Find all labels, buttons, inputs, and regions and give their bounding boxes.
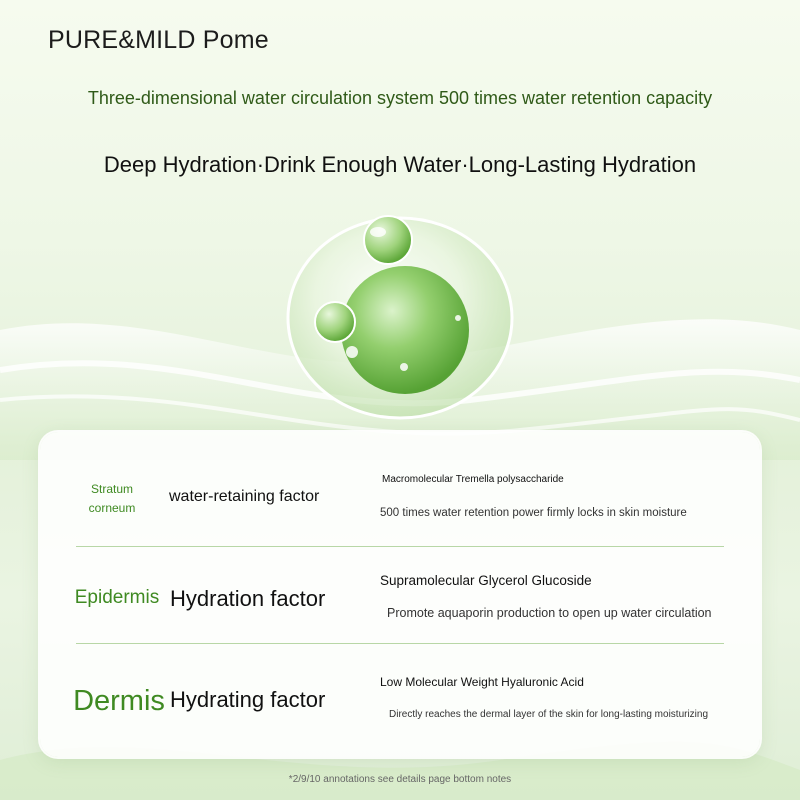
ingredient-description: Directly reaches the dermal layer of the skin for long-lasting moisturizing <box>389 709 709 720</box>
ingredient-name: Supramolecular Glycerol Glucoside <box>380 573 592 588</box>
ingredient-name: Macromolecular Tremella polysaccharide <box>382 474 564 485</box>
factor-label: Hydration factor <box>170 586 326 611</box>
layer-label-stratum-corneum <box>76 480 148 518</box>
ingredient-description: 500 times water retention power firmly locks in skin moisture <box>380 507 687 519</box>
ingredient-row-dermis <box>40 643 760 757</box>
brand-title: PURE&MILD Pome <box>48 26 269 54</box>
layer-label-epidermis: Epidermis <box>74 587 160 608</box>
factor-label: water-retaining factor <box>169 488 320 505</box>
subtitle: Three-dimensional water circulation system 500 times water retention capacity <box>87 88 713 108</box>
ingredient-row-epidermis <box>40 546 760 643</box>
layer-label-line-1: Stratum <box>90 482 133 496</box>
ingredient-card <box>40 432 760 757</box>
layer-label-dermis: Dermis <box>73 685 165 717</box>
headline: Deep Hydration·Drink Enough Water·Long-Lasting Hydration <box>103 152 697 177</box>
layer-label-line-2: corneum <box>88 501 136 515</box>
factor-label: Hydrating factor <box>170 687 326 712</box>
ingredient-description: Promote aquaporin production to open up water circulation <box>387 606 712 620</box>
ingredient-row-stratum-corneum <box>40 432 760 546</box>
footnote: *2/9/10 annotations see details page bottom notes <box>288 774 512 785</box>
ingredient-name: Low Molecular Weight Hyaluronic Acid <box>380 675 584 689</box>
